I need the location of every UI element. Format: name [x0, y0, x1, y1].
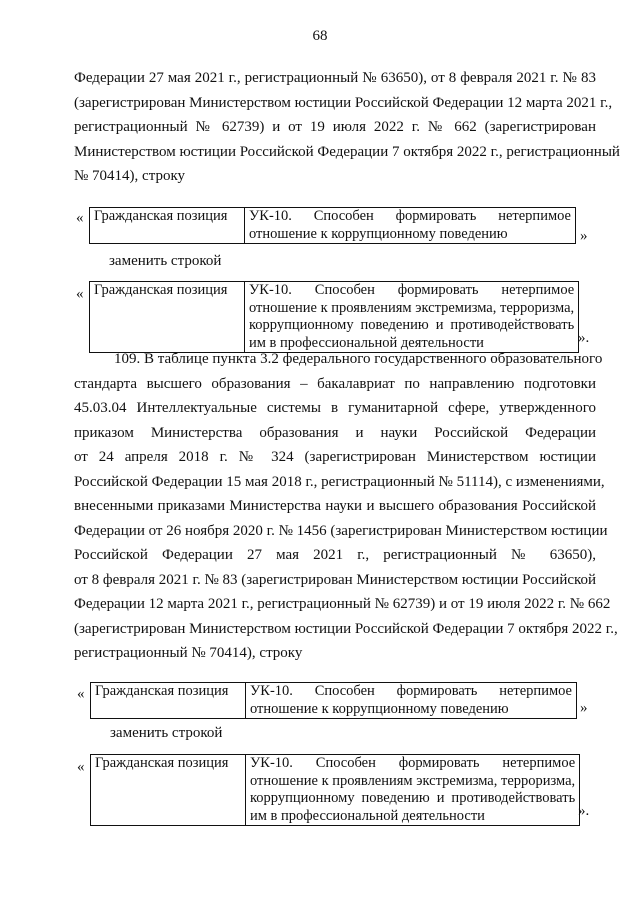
paragraph-109 — [74, 347, 618, 666]
competence-category-cell: Гражданская позиция — [91, 755, 246, 826]
table-row-old — [90, 682, 577, 719]
replace-instruction: заменить строкой — [110, 725, 223, 741]
cell-line: им в профессиональной деятельности — [249, 334, 484, 351]
competence-category-cell: Гражданская позиция — [91, 683, 246, 719]
text-line: от 24 апреля 2018 г. № 324 (зарегистрирован Министерством юстиции — [74, 449, 596, 465]
cell-line: УК-10. Способен формировать нетерпимое — [250, 755, 576, 771]
text-line: Федерации 27 мая 2021 г., регистрационный № 63650), от 8 февраля 2021 г. № 83 — [74, 70, 596, 86]
competence-category-cell: Гражданская позиция — [90, 208, 245, 244]
competence-description-cell — [245, 208, 576, 244]
cell-line: коррупционному поведению и противодействовать — [249, 317, 575, 333]
quote-open: « — [77, 686, 85, 702]
cell-line: УК-10. Способен формировать нетерпимое — [249, 208, 571, 224]
quote-close: ». — [578, 330, 590, 346]
competence-description-cell — [246, 683, 577, 719]
text-line: (зарегистрирован Министерством юстиции Российской Федерации 7 октября 2022 г., — [74, 620, 618, 637]
quote-open: « — [76, 286, 84, 302]
cell-line: отношение к коррупционному поведению — [249, 225, 508, 242]
competence-description-cell — [246, 755, 580, 826]
quote-open: « — [76, 210, 84, 226]
text-line: стандарта высшего образования – бакалавриат по направлению подготовки — [74, 375, 596, 392]
text-line: Министерством юстиции Российской Федерации 7 октября 2022 г., регистрационный — [74, 143, 620, 160]
text-line: 45.03.04 Интеллектуальные системы в гуманитарной сфере, утвержденного — [74, 400, 596, 416]
cell-line: отношение к проявлениям экстремизма, терроризма, — [249, 299, 575, 316]
quote-close: » — [580, 228, 588, 244]
text-line: от 8 февраля 2021 г. № 83 (зарегистрирован Министерством юстиции Российской — [74, 571, 597, 588]
table-row-old — [89, 207, 576, 244]
text-line: Федерации 12 марта 2021 г., регистрационный № 62739) и от 19 июля 2022 г. № 662 — [74, 596, 611, 612]
text-line: 109. В таблице пункта 3.2 федерального государственного образовательного — [114, 351, 603, 367]
cell-line: УК-10. Способен формировать нетерпимое — [249, 282, 575, 298]
text-line: регистрационный № 70414), строку — [74, 645, 303, 661]
cell-line: отношение к проявлениям экстремизма, терроризма, — [250, 772, 576, 789]
cell-line: УК-10. Способен формировать нетерпимое — [250, 683, 572, 699]
text-line: (зарегистрирован Министерством юстиции Российской Федерации 12 марта 2021 г., — [74, 94, 613, 111]
competence-description-cell — [245, 282, 579, 353]
text-line: регистрационный № 62739) и от 19 июля 2022 г. № 662 (зарегистрирован — [74, 119, 596, 135]
paragraph-continuation — [74, 66, 620, 189]
page-number: 68 — [312, 28, 328, 44]
text-line: № 70414), строку — [74, 168, 186, 184]
table-row-new — [89, 281, 579, 353]
cell-line: коррупционному поведению и противодействовать — [250, 790, 576, 806]
cell-line: отношение к коррупционному поведению — [250, 700, 509, 717]
text-line: Российской Федерации 15 мая 2018 г., регистрационный № 51114), с изменениями, — [74, 473, 605, 490]
quote-close: ». — [578, 803, 590, 819]
text-line: внесенными приказами Министерства науки и высшего образования Российской — [74, 498, 596, 514]
quote-open: « — [77, 759, 85, 775]
table-row-new — [90, 754, 580, 826]
text-line: Федерации от 26 ноября 2020 г. № 1456 (зарегистрирован Министерством юстиции — [74, 522, 608, 539]
quote-close: » — [580, 700, 588, 716]
text-line: Российской Федерации 27 мая 2021 г., регистрационный № 63650), — [74, 547, 596, 563]
replace-instruction: заменить строкой — [109, 253, 222, 269]
competence-category-cell: Гражданская позиция — [90, 282, 245, 353]
cell-line: им в профессиональной деятельности — [250, 807, 485, 824]
text-line: приказом Министерства образования и науки Российской Федерации — [74, 424, 596, 441]
